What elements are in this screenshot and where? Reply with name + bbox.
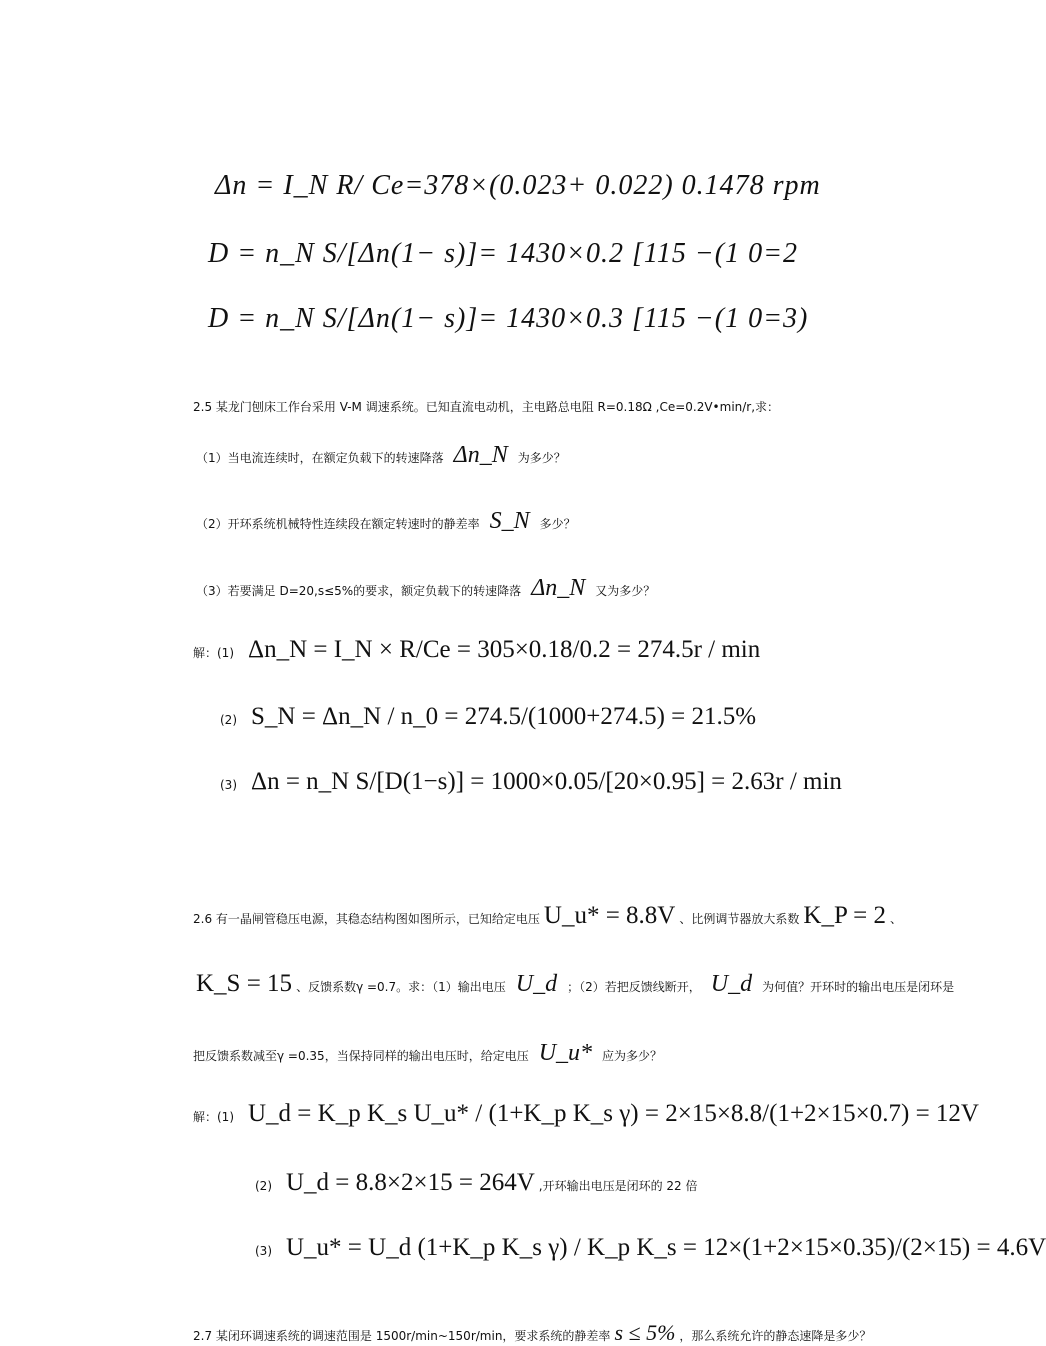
- q25-sub1-tail: 为多少？: [517, 451, 566, 465]
- q26-line-2: [196, 970, 954, 998]
- q26-line-1-text: 2.6 有一晶闸管稳压电源，其稳态结构图如图所示，已知给定电压: [193, 912, 540, 926]
- prev-equation-1: Δn = I_N R/ Ce=378×(0.023+ 0.022) 0.1478 rpm: [215, 170, 821, 201]
- q25-solution-3-formula: Δn = n_N S/[D(1−s)] = 1000×0.05/[20×0.95] = 2.63r / min: [251, 768, 842, 795]
- q25-sub1-text: （1）当电流连续时，在额定负载下的转速降落: [196, 451, 444, 465]
- q25-sub2-text: （2）开环系统机械特性连续段在额定转速时的静差率: [196, 517, 480, 531]
- q26-solution-3-label: (3): [255, 1244, 272, 1258]
- q26-line-2-text-2: ；（2）若把反馈线断开，: [567, 980, 701, 994]
- q26-line-1: [193, 902, 902, 930]
- q25-sub3-text: （3）若要满足 D=20,s≤5%的要求，额定负载下的转速降落: [196, 584, 522, 598]
- q26-kp: K_P = 2: [803, 902, 887, 929]
- q25-stem: 2.5 某龙门刨床工作台采用 V-M 调速系统。已知直流电动机，主电路总电阻 R=0.18Ω ,Ce=0.2V•min/r,求：: [193, 400, 780, 414]
- q25-solution-1-formula: Δn_N = I_N × R/Ce = 305×0.18/0.2 = 274.5r / min: [248, 636, 761, 663]
- q27-line: [193, 1320, 871, 1346]
- q26-solution-2-note: ,开环输出电压是闭环的 22 倍: [538, 1179, 698, 1193]
- q25-sub1: [196, 442, 566, 469]
- q26-line-2-symbol-2: U_d: [710, 971, 753, 997]
- q26-solution-2-label: (2): [255, 1179, 272, 1193]
- q26-given-voltage: U_u* = 8.8V: [543, 902, 676, 929]
- q25-sub3: [196, 575, 655, 602]
- q26-line-3-text: 把反馈系数减至γ =0.35，当保持同样的输出电压时，给定电压: [193, 1049, 529, 1063]
- q25-sub2-tail: 多少？: [539, 517, 576, 531]
- q27-text: 2.7 某闭环调速系统的调速范围是 1500r/min~150r/min，要求系统的静差率: [193, 1329, 611, 1343]
- q27-static-slip: s ≤ 5%: [614, 1320, 676, 1345]
- q26-line-1-end: 、: [890, 912, 903, 926]
- q26-solution-3-formula: U_u* = U_d (1+K_p K_s γ) / K_p K_s = 12×(1+2×15×0.35)/(2×15) = 4.6V: [286, 1234, 1046, 1261]
- q25-sub1-symbol: Δn_N: [453, 442, 508, 468]
- q26-solution-2: [255, 1169, 697, 1197]
- q25-sub2: [196, 508, 576, 535]
- q25-solution-2-formula: S_N = Δn_N / n_0 = 274.5/(1000+274.5) = 21.5%: [251, 703, 757, 730]
- q25-solution-2-label: (2): [220, 713, 237, 727]
- q25-solution-3-label: (3): [220, 778, 237, 792]
- q27-tail: ，那么系统允许的静态速降是多少？: [679, 1329, 872, 1343]
- q26-solution-3: [255, 1234, 1046, 1262]
- q25-solution-1: [193, 636, 760, 664]
- q25-solution-label: 解：(1): [193, 646, 234, 660]
- q26-solution-2-formula: U_d = 8.8×2×15 = 264V: [286, 1169, 535, 1196]
- q26-solution-1-formula: U_d = K_p K_s U_u* / (1+K_p K_s γ) = 2×15×8.8/(1+2×15×0.7) = 12V: [248, 1100, 979, 1127]
- q26-ks: K_S = 15: [196, 970, 293, 997]
- q25-sub2-symbol: S_N: [489, 508, 530, 534]
- q26-line-3: [193, 1040, 662, 1067]
- q26-line-3-tail: 应为多少？: [602, 1049, 663, 1063]
- q25-sub3-symbol: Δn_N: [531, 575, 586, 601]
- q26-line-3-symbol: U_u*: [538, 1040, 593, 1066]
- q26-solution-label: 解：(1): [193, 1110, 234, 1124]
- q26-line-2-text-3: 为何值？开环时的输出电压是闭环是: [762, 980, 955, 994]
- prev-equation-2: D = n_N S/[Δn(1− s)]= 1430×0.2 [115 −(1 0=2: [208, 238, 798, 269]
- q25-solution-2: [220, 703, 756, 731]
- q25-sub3-tail: 又为多少？: [595, 584, 656, 598]
- q26-solution-1: [193, 1100, 979, 1128]
- q26-line-1-mid: 、比例调节器放大系数: [679, 912, 800, 926]
- q26-line-2-text-1: 、反馈系数γ =0.7。求：（1）输出电压: [296, 980, 506, 994]
- q26-line-2-symbol-1: U_d: [515, 971, 558, 997]
- prev-equation-3: D = n_N S/[Δn(1− s)]= 1430×0.3 [115 −(1 0=3): [208, 303, 809, 334]
- q25-solution-3: [220, 768, 842, 796]
